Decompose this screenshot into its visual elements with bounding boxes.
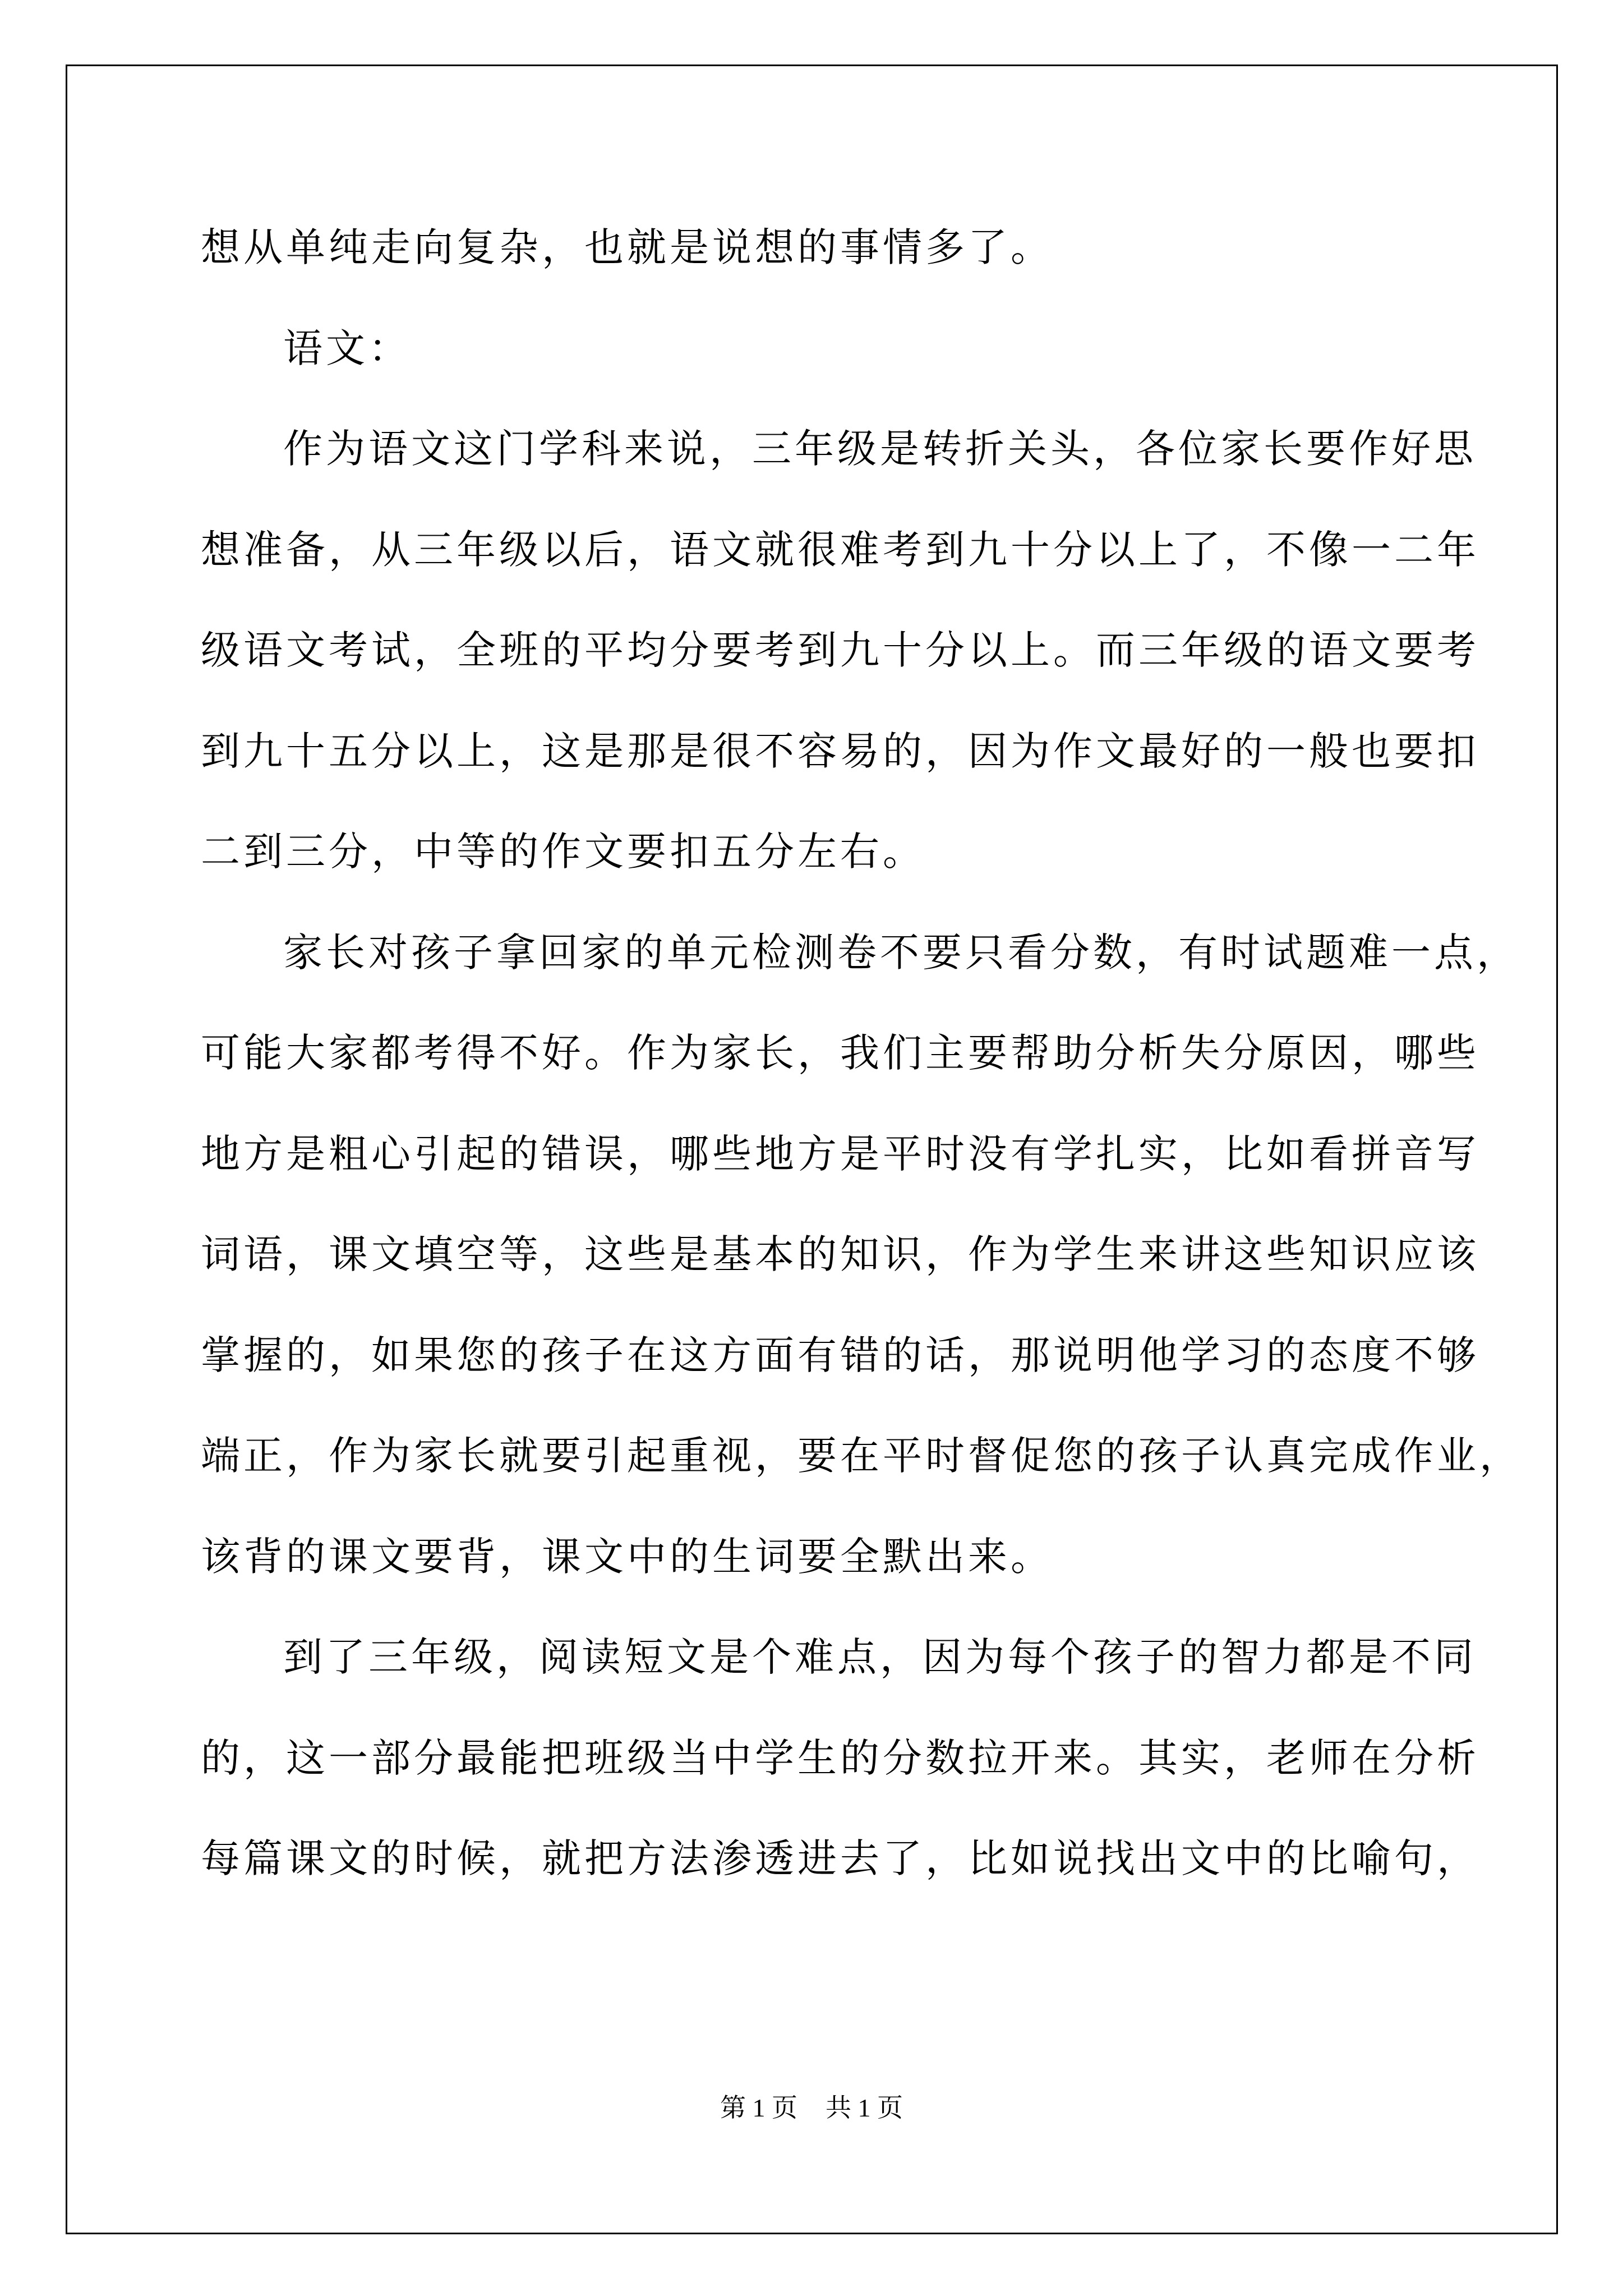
body-line: 该背的课文要背，课文中的生词要全默出来。 xyxy=(201,1534,1053,1580)
total-pages: 共 1 页 xyxy=(826,2093,903,2122)
body-line: 二到三分，中等的作文要扣五分左右。 xyxy=(201,829,925,875)
body-line: 想准备，从三年级以后，语文就很难考到九十分以上了，不像一二年 xyxy=(201,527,1479,573)
paragraph-first-line: 到了三年级，阅读短文是个难点，因为每个孩子的智力都是不同 xyxy=(283,1634,1477,1680)
body-line: 地方是粗心引起的错误，哪些地方是平时没有学扎实，比如看拼音写 xyxy=(201,1131,1479,1177)
body-line: 想从单纯走向复杂，也就是说想的事情多了。 xyxy=(201,224,1053,270)
body-line: 词语，课文填空等，这些是基本的知识，作为学生来讲这些知识应该 xyxy=(201,1231,1479,1277)
paragraph-first-line: 家长对孩子拿回家的单元检测卷不要只看分数，有时试题难一点， xyxy=(283,930,1519,976)
body-line: 每篇课文的时候，就把方法渗透进去了，比如说找出文中的比喻句， xyxy=(201,1835,1479,1881)
body-line: 可能大家都考得不好。作为家长，我们主要帮助分析失分原因，哪些 xyxy=(201,1030,1479,1076)
paragraph-first-line: 作为语文这门学科来说，三年级是转折关头，各位家长要作好思 xyxy=(283,426,1477,472)
page-footer xyxy=(0,2091,1623,2125)
body-line: 端正，作为家长就要引起重视，要在平时督促您的孩子认真完成作业， xyxy=(201,1433,1522,1479)
body-line: 掌握的，如果您的孩子在这方面有错的话，那说明他学习的态度不够 xyxy=(201,1332,1479,1378)
page-number: 第 1 页 xyxy=(720,2093,797,2122)
section-heading: 语文： xyxy=(283,325,411,371)
body-line: 级语文考试，全班的平均分要考到九十分以上。而三年级的语文要考 xyxy=(201,627,1479,673)
body-line: 的，这一部分最能把班级当中学生的分数拉开来。其实，老师在分析 xyxy=(201,1735,1479,1781)
body-line: 到九十五分以上，这是那是很不容易的，因为作文最好的一般也要扣 xyxy=(201,728,1479,774)
